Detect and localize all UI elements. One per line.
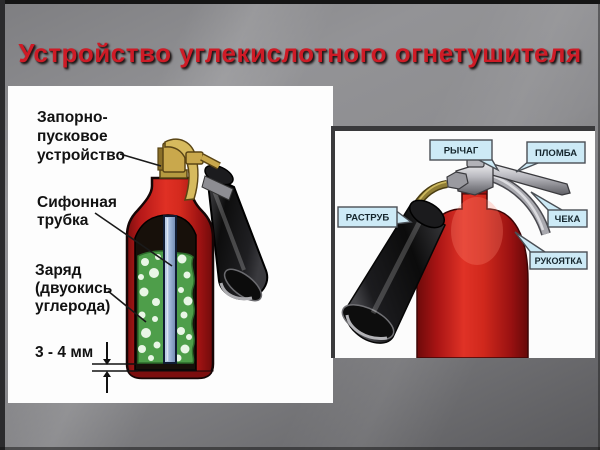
extinguisher-cutaway-illustration <box>8 86 333 403</box>
gap-label: 3 - 4 мм <box>35 344 94 361</box>
slide-title: Устройство углекислотного огнетушителя <box>18 38 582 68</box>
callout-horn <box>338 207 411 227</box>
siphon-label-line1: Сифонная <box>37 194 117 211</box>
siphon-tube-graphic <box>164 216 176 363</box>
callout-horn-label: РАСТРУБ <box>345 212 390 224</box>
extinguisher-body-cutaway <box>127 178 213 378</box>
slide-border-top <box>0 0 600 4</box>
siphon-label-line2: трубка <box>37 212 89 229</box>
callout-seal-label: ПЛОМБА <box>534 148 578 159</box>
callout-lever-label: РЫЧАГ <box>443 145 479 157</box>
charge-label-line2: (двуокись <box>35 280 113 297</box>
callout-handle-label: РУКОЯТКА <box>534 256 583 266</box>
charge-label-line1: Заряд <box>35 262 82 279</box>
valve-label-line3: устройство <box>37 147 125 164</box>
callout-seal <box>516 142 585 172</box>
photo-diagram-panel <box>331 126 595 358</box>
slide-border-left <box>0 0 5 450</box>
callout-pin-label: ЧЕКА <box>554 214 581 225</box>
cutaway-labels <box>35 109 125 361</box>
charge-label-line3: углерода) <box>35 298 111 315</box>
extinguisher-photo-illustration <box>335 131 595 358</box>
valve-label-line1: Запорно- <box>37 109 108 126</box>
cutaway-diagram-panel <box>8 86 333 403</box>
valve-label-line2: пусковое <box>37 128 108 145</box>
